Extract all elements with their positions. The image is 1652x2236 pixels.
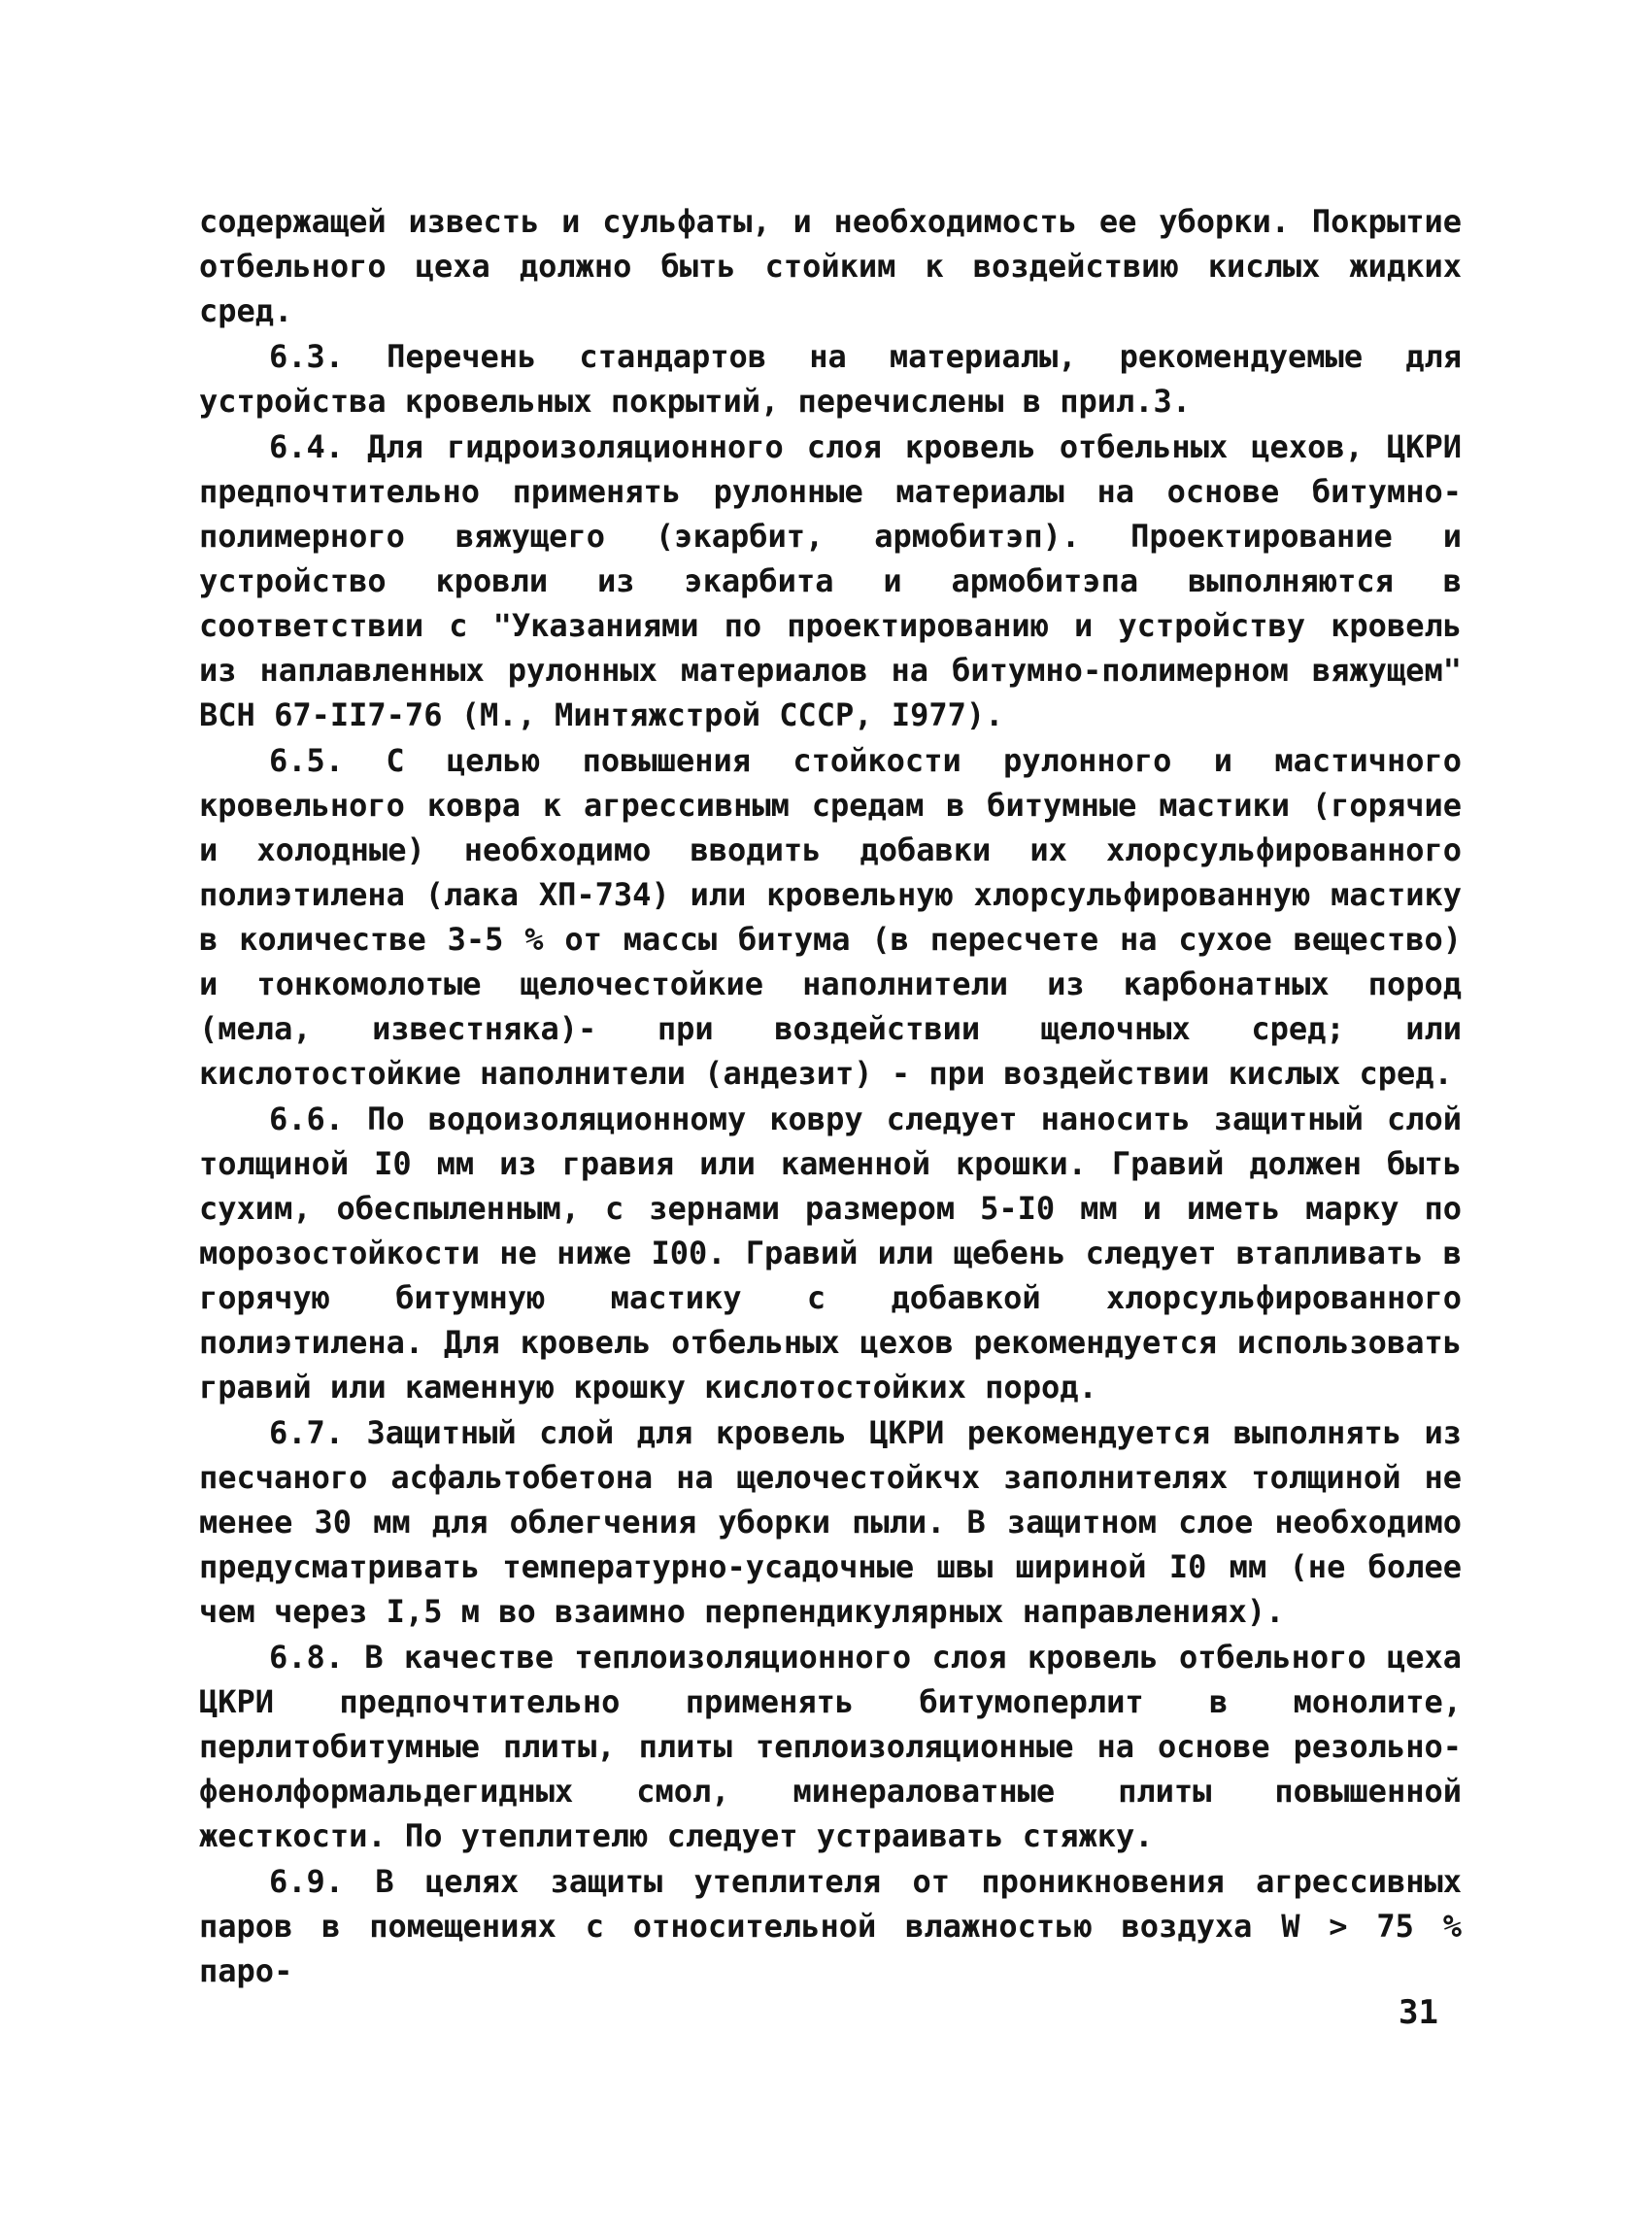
paragraph-6-3: 6.3. Перечень стандартов на материалы, рекомендуемые для устройства кровельных покрытий, перечислены в прил.3. [199,338,1462,420]
page-number: 31 [1399,1993,1438,2032]
paragraph-6-8: 6.8. В качестве теплоизоляционного слоя кровель отбельного цеха ЦКРИ предпочтительно применять битумоперлит в монолите, перлитобитумные плиты, плиты теплоизоляционные на основе резольно-фенолформальдегидных смол, минераловатные плиты повышенной жесткости. По утеплителю следует устраивать стяжку. [199,1639,1462,1854]
body-text [199,199,1462,1994]
paragraph-continuation: содержащей известь и сульфаты, и необходимость ее уборки. Покрытие отбельного цеха должно быть стойким к воздействию кислых жидких сред. [199,203,1462,329]
paragraph-6-9: 6.9. В целях защиты утеплителя от проникновения агрессивных паров в помещениях с относительной влажностью воздуха W > 75 % паро- [199,1863,1462,1989]
paragraph-6-7: 6.7. Защитный слой для кровель ЦКРИ рекомендуется выполнять из песчаного асфальтобетона на щелочестойкчх заполнителях толщиной не менее 30 мм для облегчения уборки пыли. В защитном слое необходимо предусматривать температурно-усадочные швы шириной I0 мм (не более чем через I,5 м во взаимно перпендикулярных направлениях). [199,1414,1462,1630]
paragraph-6-5: 6.5. С целью повышения стойкости рулонного и мастичного кровельного ковра к агрессивным средам в битумные мастики (горячие и холодные) необходимо вводить добавки их хлорсульфированного полиэтилена (лака ХП-734) или кровельную хлорсульфированную мастику в количестве 3-5 % от массы битума (в пересчете на сухое вещество) и тонкомолотые щелочестойкие наполнители из карбонатных пород (мела, известняка)- при воздействии щелочных сред; или кислотостойкие наполнители (андезит) - при воздействии кислых сред. [199,742,1462,1092]
paragraph-6-4: 6.4. Для гидроизоляционного слоя кровель отбельных цехов, ЦКРИ предпочтительно применять рулонные материалы на основе битумно-полимерного вяжущего (экарбит, армобитэп). Проектирование и устройство кровли из экарбита и армобитэпа выполняются в соответствии с "Указаниями по проектированию и устройству кровель из наплавленных рулонных материалов на битумно-полимерном вяжущем" ВСН 67-II7-76 (М., Минтяжстрой СССР, I977). [199,428,1462,733]
paragraph-6-6: 6.6. По водоизоляционному ковру следует наносить защитный слой толщиной I0 мм из гравия или каменной крошки. Гравий должен быть сухим, обеспыленным, с зернами размером 5-I0 мм и иметь марку по морозостойкости не ниже I00. Гравий или щебень следует втапливать в горячую битумную мастику с добавкой хлорсульфированного полиэтилена. Для кровель отбельных цехов рекомендуется использовать гравий или каменную крошку кислотостойких пород. [199,1101,1462,1406]
